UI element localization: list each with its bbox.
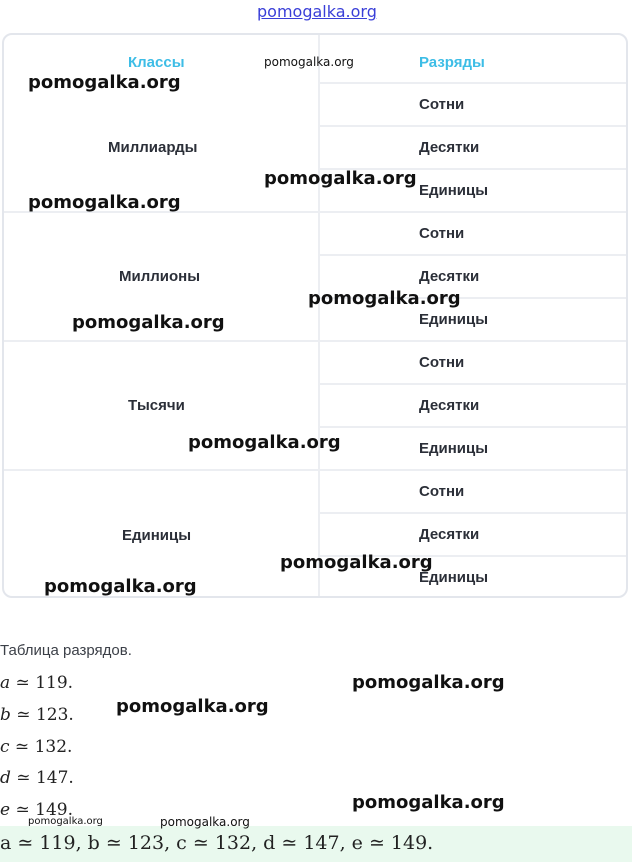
watermark: pomogalka.org: [116, 696, 269, 717]
estimate-line: e ≃ 149.: [0, 800, 73, 820]
digit-label: Единицы: [419, 569, 489, 586]
header-classes: Классы: [128, 54, 185, 71]
estimate-line: b ≃ 123.: [0, 705, 74, 725]
class-label: Миллионы: [119, 268, 201, 285]
estimate-line: c ≃ 132.: [0, 737, 73, 757]
digit-label: Десятки: [419, 268, 480, 285]
watermark: pomogalka.org: [28, 192, 181, 213]
watermark: pomogalka.org: [352, 672, 505, 693]
watermark: pomogalka.org: [28, 816, 103, 827]
digit-label: Сотни: [419, 354, 465, 371]
digit-label: Десятки: [419, 397, 480, 414]
estimate-line: d ≃ 147.: [0, 768, 74, 788]
digit-label: Единицы: [419, 311, 489, 328]
watermark: pomogalka.org: [308, 288, 461, 309]
watermark: pomogalka.org: [280, 552, 433, 573]
class-label: Тысячи: [128, 397, 185, 414]
watermark: pomogalka.org: [160, 815, 250, 829]
digit-label: Сотни: [419, 483, 465, 500]
watermark: pomogalka.org: [264, 55, 354, 69]
group-separator: [4, 340, 626, 342]
watermark: pomogalka.org: [264, 168, 417, 189]
class-label: Единицы: [122, 527, 192, 544]
digit-label: Единицы: [419, 440, 489, 457]
row-separator: [318, 426, 626, 428]
header-digits: Разряды: [419, 54, 485, 71]
class-label: Миллиарды: [108, 139, 198, 156]
row-separator: [318, 383, 626, 385]
watermark: pomogalka.org: [188, 432, 341, 453]
watermark-link[interactable]: pomogalka.org: [257, 2, 377, 21]
group-separator: [4, 469, 626, 471]
estimate-line: a ≃ 119.: [0, 673, 74, 693]
answer-text: a ≃ 119, b ≃ 123, c ≃ 132, d ≃ 147, e ≃ 149.: [0, 832, 434, 854]
row-separator: [318, 125, 626, 127]
table-caption: Таблица разрядов.: [0, 642, 132, 659]
digit-label: Единицы: [419, 182, 489, 199]
watermark: pomogalka.org: [28, 72, 181, 93]
watermark: pomogalka.org: [352, 792, 505, 813]
watermark: pomogalka.org: [72, 312, 225, 333]
digit-label: Десятки: [419, 526, 480, 543]
row-separator: [318, 512, 626, 514]
row-separator: [318, 82, 626, 84]
row-separator: [318, 254, 626, 256]
digit-label: Сотни: [419, 225, 465, 242]
digit-label: Сотни: [419, 96, 465, 113]
digit-label: Десятки: [419, 139, 480, 156]
watermark: pomogalka.org: [44, 576, 197, 597]
